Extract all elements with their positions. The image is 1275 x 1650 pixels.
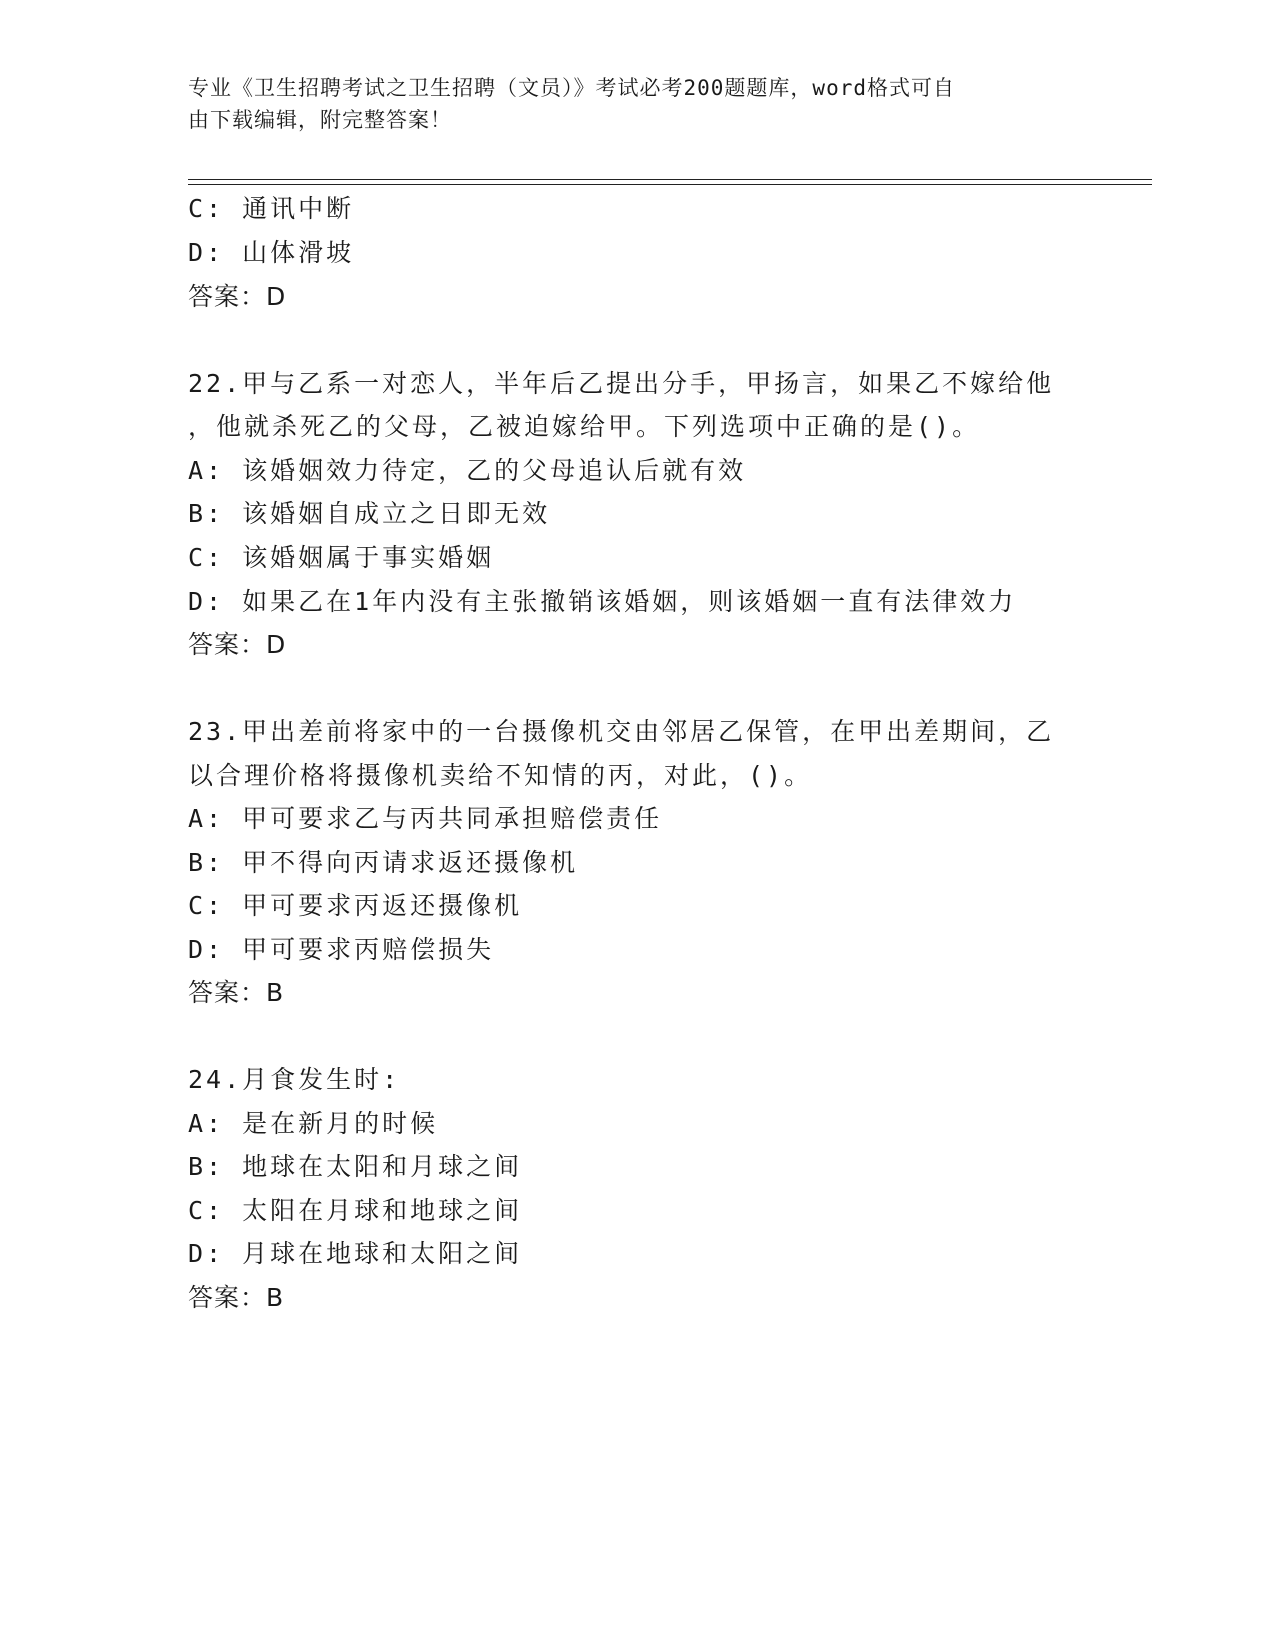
page-header: [188, 72, 1068, 136]
header-rule-top: [188, 179, 1152, 180]
prev-option-c: C: 通讯中断: [188, 194, 355, 223]
q23-option-d: D: 甲可要求丙赔偿损失: [188, 935, 495, 964]
prev-option-d: D: 山体滑坡: [188, 238, 355, 267]
q22-option-a: A: 该婚姻效力待定，乙的父母追认后就有效: [188, 456, 747, 485]
q22-option-d: D: 如果乙在1年内没有主张撤销该婚姻，则该婚姻一直有法律效力: [188, 587, 1017, 616]
q24-option-d: D: 月球在地球和太阳之间: [188, 1239, 523, 1268]
q24-option-c: C: 太阳在月球和地球之间: [188, 1196, 523, 1225]
q22-option-b: B: 该婚姻自成立之日即无效: [188, 499, 551, 528]
q24-option-b: B: 地球在太阳和月球之间: [188, 1152, 523, 1181]
header-rule-bottom: [188, 184, 1152, 185]
header-line-1: 专业《卫生招聘考试之卫生招聘（文员）》考试必考200题题库，word格式可自: [188, 76, 955, 100]
q22-stem-line-2: ，他就杀死乙的父母，乙被迫嫁给甲。下列选项中正确的是()。: [188, 412, 981, 441]
q23-option-b: B: 甲不得向丙请求返还摄像机: [188, 848, 579, 877]
q24-answer: 答案：B: [188, 1283, 285, 1312]
q24-stem-line-1: 24.月食发生时:: [188, 1065, 401, 1094]
q24-option-a: A: 是在新月的时候: [188, 1109, 439, 1138]
q22-stem-line-1: 22.甲与乙系一对恋人，半年后乙提出分手，甲扬言，如果乙不嫁给他: [188, 369, 1055, 398]
q23-answer: 答案：B: [188, 978, 285, 1007]
q23-option-a: A: 甲可要求乙与丙共同承担赔偿责任: [188, 804, 663, 833]
header-line-2: 由下载编辑，附完整答案！: [188, 108, 452, 132]
prev-answer: 答案：D: [188, 282, 287, 311]
q22-option-c: C: 该婚姻属于事实婚姻: [188, 543, 495, 572]
q23-stem-line-1: 23.甲出差前将家中的一台摄像机交由邻居乙保管，在甲出差期间，乙: [188, 717, 1055, 746]
q22-answer: 答案：D: [188, 630, 287, 659]
q23-option-c: C: 甲可要求丙返还摄像机: [188, 891, 523, 920]
q23-stem-line-2: 以合理价格将摄像机卖给不知情的丙，对此，()。: [188, 761, 813, 790]
